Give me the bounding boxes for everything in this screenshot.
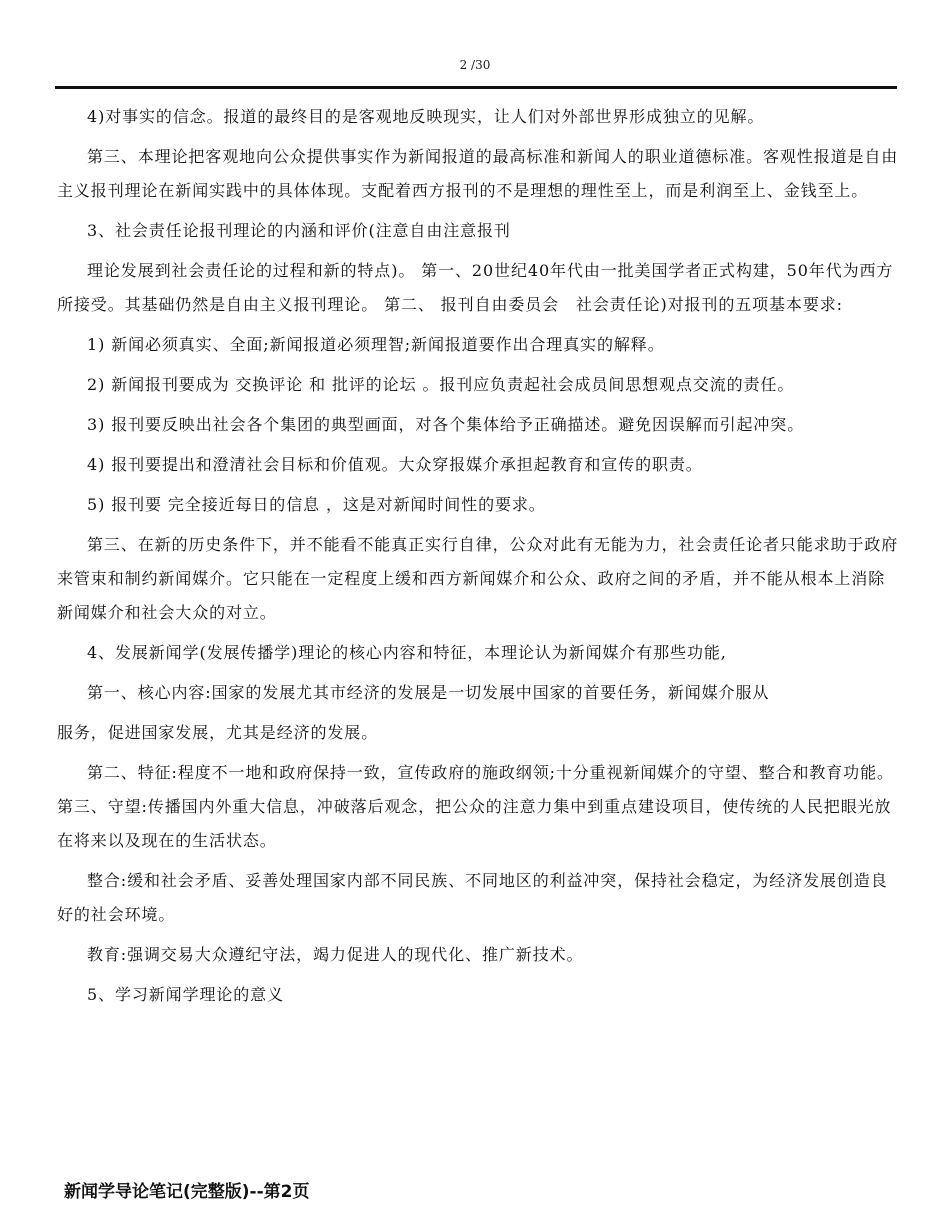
paragraph: 4) 报刊要提出和澄清社会目标和价值观。大众穿报媒介承担起教育和宣传的职责。 (87, 455, 703, 474)
paragraph: 2) 新闻报刊要成为 交换评论 和 批评的论坛 。报刊应负责起社会成员间思想观点交流的责任。 (87, 375, 795, 394)
paragraph: 1) 新闻必须真实、全面;新闻报道必须理智;新闻报道要作出合理真实的解释。 (87, 335, 665, 354)
paragraph: 3、社会责任论报刊理论的内涵和评价(注意自由注意报刊 (87, 221, 511, 240)
paragraph: 5、学习新闻学理论的意义 (87, 985, 284, 1004)
paragraph: 教育:强调交易大众遵纪守法，竭力促进人的现代化、推广新技术。 (87, 945, 584, 964)
document-body (57, 100, 899, 1018)
footer-title: 新闻学导论笔记(完整版)--第2页 (64, 1182, 310, 1202)
header-rule (55, 86, 897, 89)
paragraph: 4)对事实的信念。报道的最终目的是客观地反映现实，让人们对外部世界形成独立的见解。 (87, 107, 765, 126)
paragraph: 第二、特征:程度不一地和政府保持一致，宣传政府的施政纲领;十分重视新闻媒介的守望、整合和教育功能。 第三、守望:传播国内外重大信息，冲破落后观念，把公众的注意力集中到重点建设项目，使传统的人民把眼光放在将来以及现在的生活状态。 (57, 763, 894, 850)
paragraph: 整合:缓和社会矛盾、妥善处理国家内部不同民族、不同地区的利益冲突，保持社会稳定，为经济发展创造良好的社会环境。 (57, 871, 888, 924)
paragraph: 3) 报刊要反映出社会各个集团的典型画面，对各个集体给予正确描述。避免因误解而引起冲突。 (87, 415, 805, 434)
paragraph: 第三、本理论把客观地向公众提供事实作为新闻报道的最高标准和新闻人的职业道德标准。客观性报道是自由主义报刊理论在新闻实践中的具体体现。支配着西方报刊的不是理想的理性至上，而是利润至上、金钱至上。 (57, 147, 899, 200)
paragraph: 4、发展新闻学(发展传播学)理论的核心内容和特征，本理论认为新闻媒介有那些功能, (87, 643, 727, 662)
page-number: 2 /30 (459, 58, 491, 72)
paragraph: 5) 报刊要 完全接近每日的信息 ，这是对新闻时间性的要求。 (87, 495, 546, 514)
paragraph: 服务，促进国家发展，尤其是经济的发展。 (57, 723, 379, 742)
paragraph: 第三、在新的历史条件下，并不能看不能真正实行自律，公众对此有无能为力，社会责任论者只能求助于政府来管束和制约新闻媒介。它只能在一定程度上缓和西方新闻媒介和公众、政府之间的矛盾，并不能从根本上消除新闻媒介和社会大众的对立。 (57, 535, 899, 622)
paragraph: 理论发展到社会责任论的过程和新的特点)。 第一、20世纪40年代由一批美国学者正式构建，50年代为西方所接受。其基础仍然是自由主义报刊理论。 第二、 报刊自由委员会 社会责任论)对报刊的五项基本要求: (57, 261, 894, 314)
paragraph: 第一、核心内容:国家的发展尤其市经济的发展是一切发展中国家的首要任务，新闻媒介服从 (87, 683, 770, 702)
